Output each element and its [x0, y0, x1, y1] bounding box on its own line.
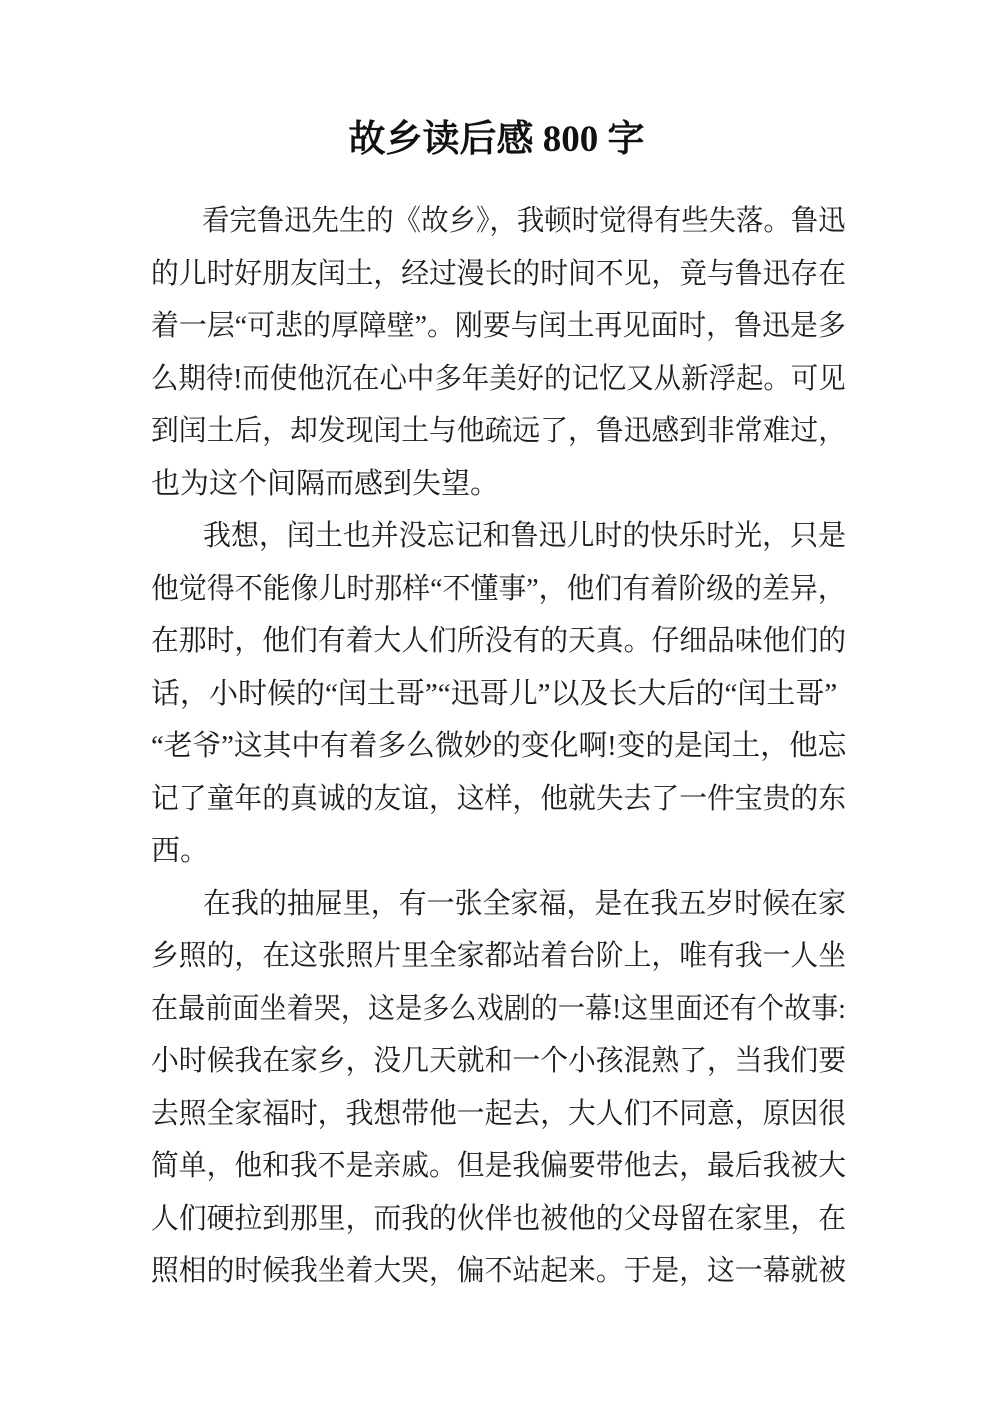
document-title: 故乡读后感 800 字 — [348, 119, 645, 160]
text-line: 记了童年的真诚的友谊，这样，他就失去了一件宝贵的东 — [151, 782, 847, 815]
text-line: 么期待!而使他沉在心中多年美好的记忆又从新浮起。可见 — [151, 362, 846, 395]
text-line: 话，小时候的“闰土哥”“迅哥儿”以及长大后的“闰土哥” — [151, 677, 838, 710]
text-line: 小时候我在家乡，没几天就和一个小孩混熟了，当我们要 — [151, 1045, 847, 1077]
text-line: 到闰土后，却发现闰土与他疏远了，鲁迅感到非常难过， — [151, 415, 847, 447]
text-line: 西。 — [151, 835, 210, 867]
text-line: 去照全家福时，我想带他一起去，大人们不同意，原因很 — [151, 1097, 847, 1130]
paragraph — [151, 510, 846, 878]
text-line: 在最前面坐着哭，这是多么戏剧的一幕!这里面还有个故事: — [151, 992, 846, 1025]
text-line: 他觉得不能像儿时那样“不懂事”，他们有着阶级的差异， — [151, 572, 846, 605]
text-line: 人们硬拉到那里，而我的伙伴也被他的父母留在家里，在 — [151, 1202, 847, 1235]
text-line: “老爷”这其中有着多么微妙的变化啊!变的是闰土，他忘 — [151, 730, 847, 762]
text-line: 看完鲁迅先生的《故乡》，我顿时觉得有些失落。鲁迅 — [201, 205, 846, 237]
text-line: 的儿时好朋友闰土，经过漫长的时间不见，竟与鲁迅存在 — [151, 257, 847, 290]
text-line: 照相的时候我坐着大哭，偏不站起来。于是，这一幕就被 — [151, 1255, 847, 1287]
paragraph — [151, 195, 846, 510]
text-line: 在那时，他们有着大人们所没有的天真。仔细品味他们的 — [151, 625, 847, 657]
text-line: 在我的抽屉里，有一张全家福，是在我五岁时候在家 — [203, 887, 847, 920]
text-line: 乡照的，在这张照片里全家都站着台阶上，唯有我一人坐 — [151, 940, 847, 972]
document-body — [151, 195, 846, 1298]
text-line: 简单，他和我不是亲戚。但是我偏要带他去，最后我被大 — [151, 1150, 847, 1182]
text-line: 也为这个间隔而感到失望。 — [151, 467, 500, 500]
paragraph — [151, 878, 846, 1298]
text-line: 我想，闰土也并没忘记和鲁迅儿时的快乐时光，只是 — [203, 520, 847, 552]
text-line: 着一层“可悲的厚障壁”。刚要与闰土再见面时，鲁迅是多 — [151, 310, 846, 342]
